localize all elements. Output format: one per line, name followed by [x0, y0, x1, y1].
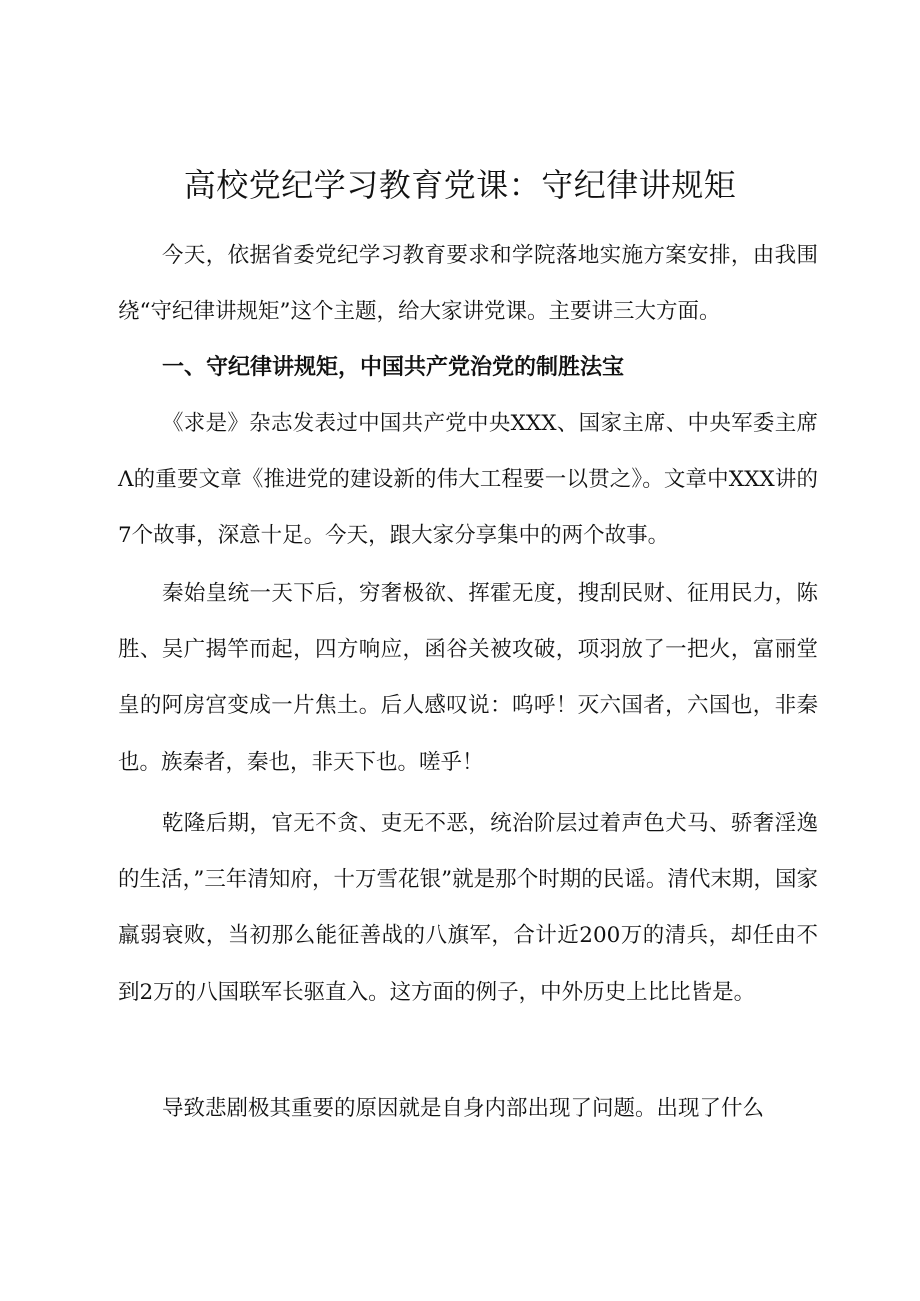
qianlong-story-paragraph: 乾隆后期，官无不贪、吏无不恶，统治阶层过着声色犬马、骄奢淫逸的生活，”三年清知府，十万雪花银”就是那个时期的民谣。清代末期，国家羸弱衰败，当初那么能征善战的八旗军，合计近200万的清兵，却任由不到2万的八国联军长驱直入。这方面的例子，中外历史上比比皆是。 — [118, 811, 818, 1005]
section-heading: 一、守纪律讲规矩，中国共产党治党的制胜法宝 — [162, 355, 625, 380]
document-title: 高校党纪学习教育党课：守纪律讲规矩 — [183, 166, 737, 204]
qiushi-paragraph: 《求是》杂志发表过中国共产党中央XXX、国家主席、中央军委主席Λ的重要文章《推进党的建设新的伟大工程要一以贯之》。文章中XXX讲的7个故事，深意十足。今天，跟大家分享集中的两个故事。 — [118, 411, 818, 549]
qin-story-paragraph: 秦始皇统一天下后，穷奢极欲、挥霍无度，搜刮民财、征用民力，陈胜、吴广揭竿而起，四方响应，函谷关被攻破，项羽放了一把火，富丽堂皇的阿房宫变成一片焦土。后人感叹说：呜呼！灭六国者，六国也，非秦也。族秦者，秦也，非天下也。嗟乎！ — [118, 581, 818, 775]
conclusion-paragraph: 导致悲剧极其重要的原因就是自身内部出现了问题。出现了什么 — [162, 1096, 765, 1121]
intro-paragraph: 今天，依据省委党纪学习教育要求和学院落地实施方案安排，由我围绕“守纪律讲规矩”这个主题，给大家讲党课。主要讲三大方面。 — [118, 243, 818, 325]
